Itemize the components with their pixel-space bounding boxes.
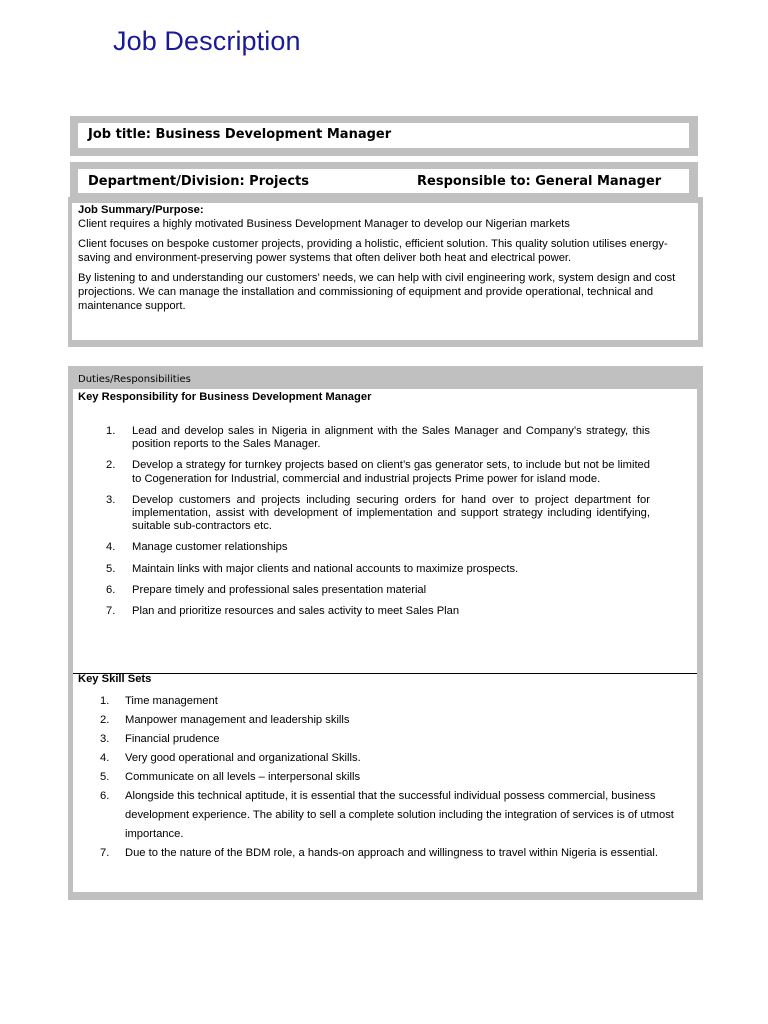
list-item: 2. Develop a strategy for turnkey projects based on client’s gas generator sets, to include but not be limited to Cogeneration for Industrial, commercial and industrial projects Prime power for island mode. xyxy=(106,459,650,485)
department-division: Department/Division: Projects xyxy=(88,174,309,189)
list-item: 4. Very good operational and organizational Skills. xyxy=(100,752,361,764)
list-item: 6. Alongside this technical aptitude, it is essential that the successful individual possess commercial, business development experience. The ability to sell a complete solution including the integration of services is of utmost importance. xyxy=(100,790,674,840)
list-item: 3. Financial prudence xyxy=(100,733,220,745)
job-summary xyxy=(78,204,688,320)
list-item: 3. Develop customers and projects including securing orders for hand over to project department for implementation, assist with development of implementation and support strategy including identifying, suitable sub-contractors etc. xyxy=(106,493,650,533)
summary-line: Client requires a highly motivated Business Development Manager to develop our Nigerian markets xyxy=(78,217,570,230)
list-item: 5. Communicate on all levels – interpersonal skills xyxy=(100,771,361,783)
key-responsibility-heading: Key Responsibility for Business Development Manager xyxy=(78,391,372,403)
responsibility-list xyxy=(78,425,650,626)
list-item: 1. Lead and develop sales in Nigeria in alignment with the Sales Manager and Company’s strategy, this position reports to the Sales Manager. xyxy=(106,425,650,451)
key-skills-heading: Key Skill Sets xyxy=(78,673,152,685)
summary-heading: Job Summary/Purpose: xyxy=(78,204,204,216)
summary-paragraph: Client focuses on bespoke customer projects, providing a holistic, efficient solution. This quality solution utilises energy-saving and environment-preserving power systems that often deliver both heat and electrical power. xyxy=(78,238,668,264)
section-divider xyxy=(73,673,697,674)
list-item: 6. Prepare timely and professional sales presentation material xyxy=(106,583,427,596)
summary-paragraph: By listening to and understanding our customers’ needs, we can help with civil engineering work, system design and cost projections. We can manage the installation and commissioning of equipment and provide operational, technical and maintenance support. xyxy=(78,272,676,312)
page-title: Job Description xyxy=(113,26,301,56)
list-item: 5. Maintain links with major clients and national accounts to maximize prospects. xyxy=(106,562,519,575)
skill-list xyxy=(78,692,683,863)
list-item: 1. Time management xyxy=(100,695,218,707)
list-item: 2. Manpower management and leadership skills xyxy=(100,714,350,726)
responsible-to: Responsible to: General Manager xyxy=(417,174,662,189)
list-item: 7. Plan and prioritize resources and sales activity to meet Sales Plan xyxy=(106,605,460,618)
list-item: 7. Due to the nature of the BDM role, a hands-on approach and willingness to travel within Nigeria is essential. xyxy=(100,847,658,859)
job-title: Job title: Business Development Manager xyxy=(88,127,392,142)
duties-header: Duties/Responsibilities xyxy=(78,374,191,385)
list-item: 4. Manage customer relationships xyxy=(106,541,288,554)
